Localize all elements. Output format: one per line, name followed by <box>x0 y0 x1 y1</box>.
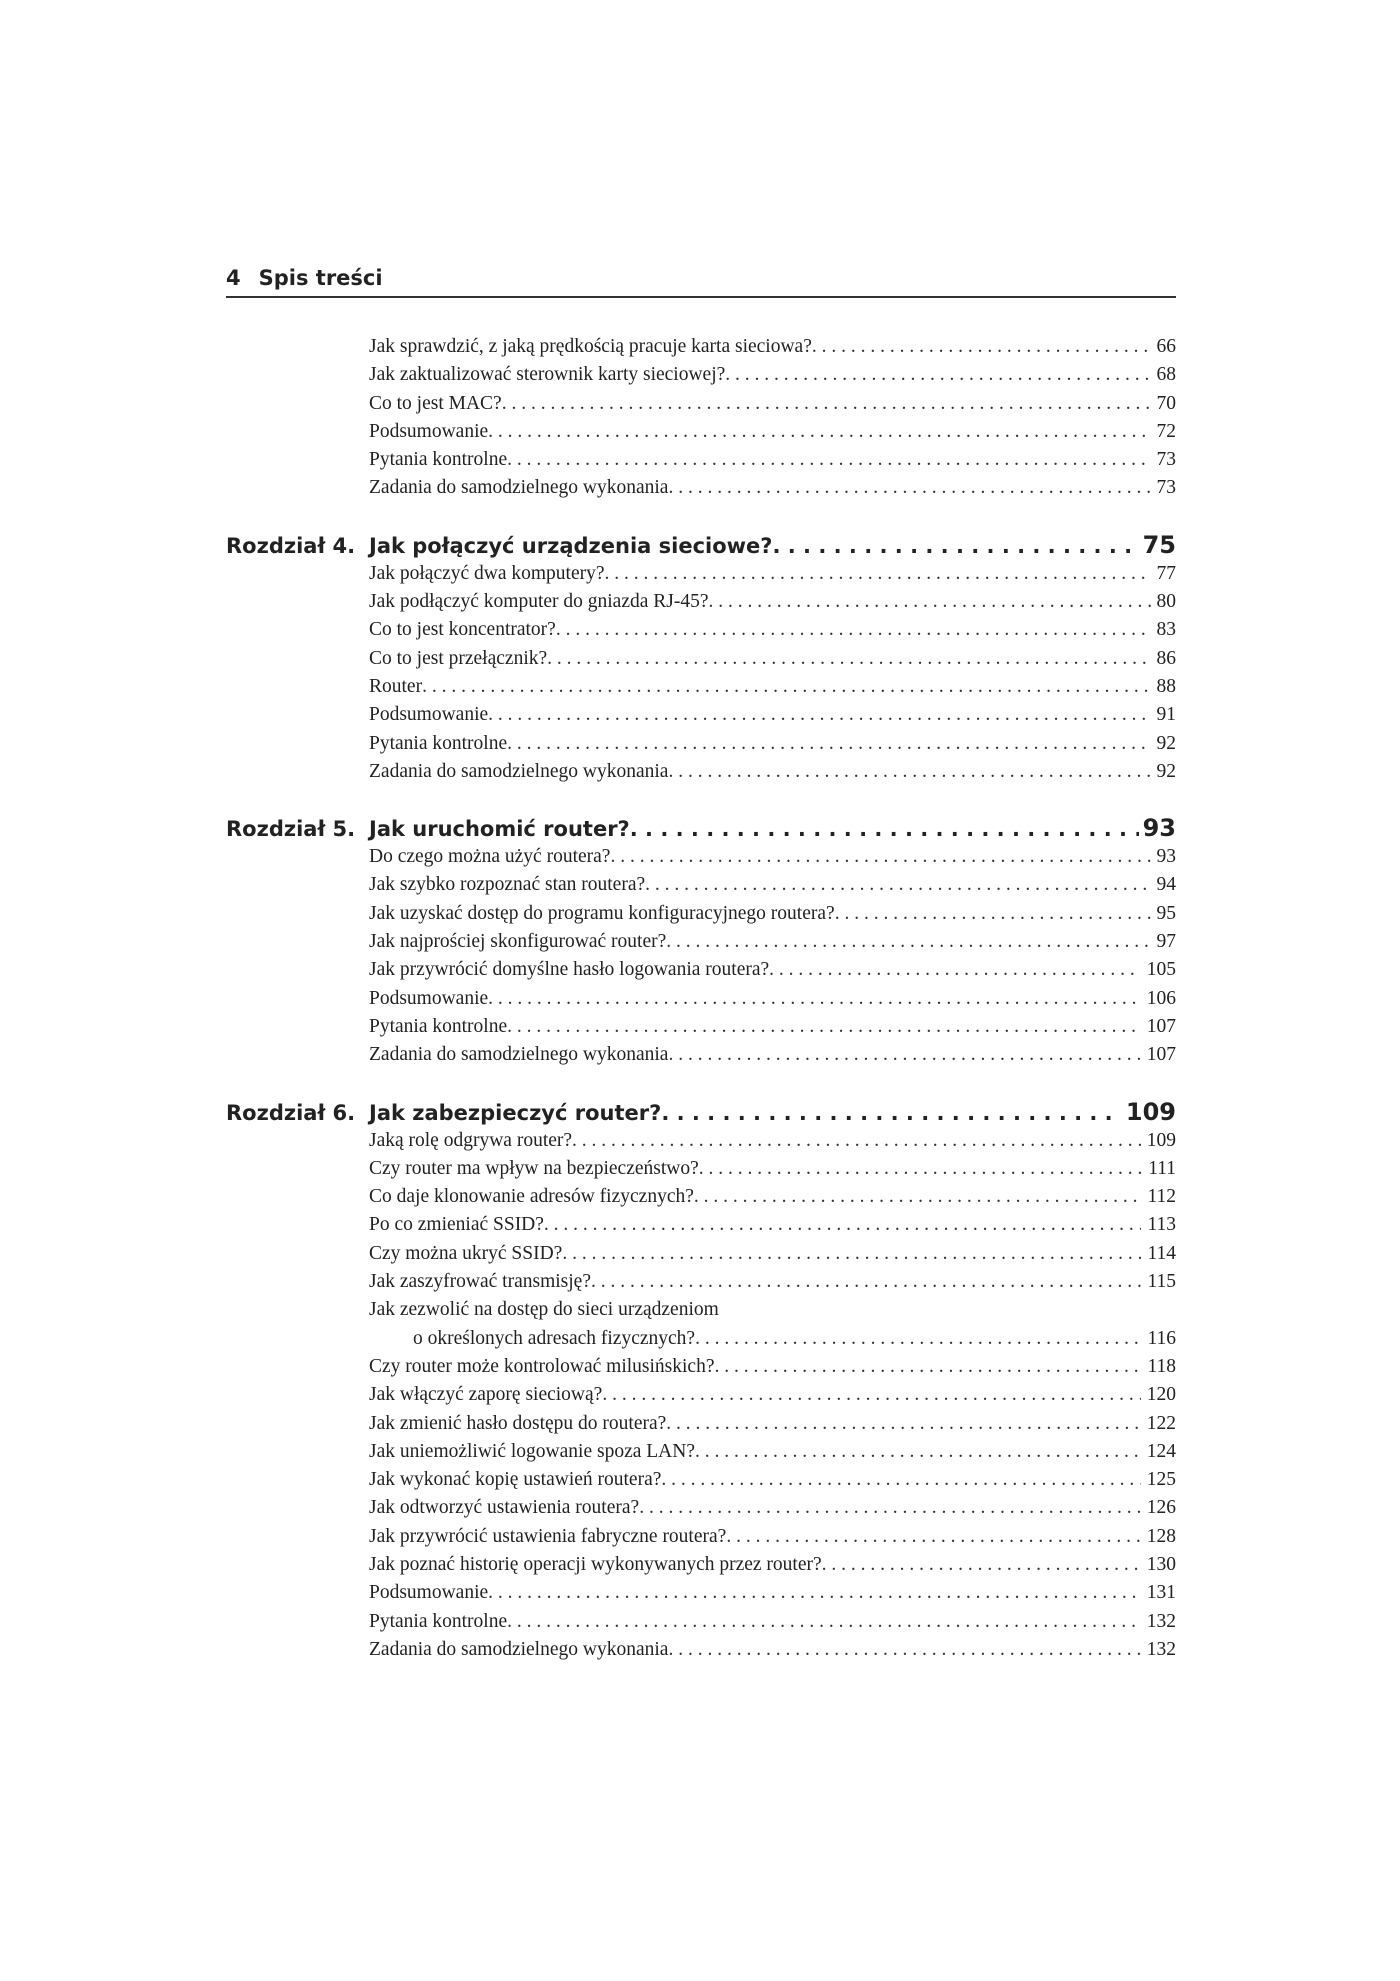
toc-entry-title: Zadania do samodzielnego wykonania <box>369 1044 669 1066</box>
dot-leader <box>668 758 1150 786</box>
toc-entry <box>226 1127 1176 1155</box>
toc-entry <box>226 843 1176 871</box>
dot-leader <box>709 588 1151 616</box>
toc-entry-title: Jak podłączyć komputer do gniazda RJ-45? <box>369 591 709 613</box>
header-title: Spis treści <box>258 266 383 290</box>
toc-entry <box>226 474 1176 502</box>
toc-entry-page: 120 <box>1146 1384 1176 1406</box>
dot-leader <box>639 1494 1141 1522</box>
toc-entry-title: Do czego można użyć routera? <box>369 846 611 868</box>
toc-entry-page: 109 <box>1146 1129 1176 1151</box>
toc-entry <box>226 1551 1176 1579</box>
dot-leader <box>725 361 1150 389</box>
dot-leader <box>488 985 1141 1013</box>
toc-entry-page: 116 <box>1147 1327 1176 1349</box>
running-header <box>226 262 1176 298</box>
dot-leader <box>769 956 1141 984</box>
toc-entry-page: 131 <box>1146 1582 1176 1604</box>
toc-entry-page: 114 <box>1147 1242 1176 1264</box>
toc-entry-title: Jak przywrócić domyślne hasło logowania routera? <box>369 959 770 981</box>
toc-entry-page: 105 <box>1146 959 1176 981</box>
toc-entry-page: 92 <box>1156 760 1176 782</box>
toc-entry-page: 132 <box>1146 1610 1176 1632</box>
dot-leader <box>694 1183 1142 1211</box>
dot-leader <box>488 701 1150 729</box>
toc-entry-page: 111 <box>1148 1157 1176 1179</box>
dot-leader <box>645 871 1150 899</box>
toc-entry-title: Co to jest koncentrator? <box>369 619 556 641</box>
toc-entry-page: 80 <box>1156 591 1176 613</box>
toc-entry-page: 70 <box>1156 392 1176 414</box>
toc-entry <box>226 985 1176 1013</box>
chapter-page: 109 <box>1125 1097 1176 1126</box>
toc-entry-page: 113 <box>1147 1214 1176 1236</box>
chapter-label: Rozdział 6. <box>226 1100 356 1125</box>
toc-entry-title: Jak poznać historię operacji wykonywanych przez router? <box>369 1553 822 1575</box>
toc-entry-page: 68 <box>1156 364 1176 386</box>
toc-entry-page: 122 <box>1146 1412 1176 1434</box>
dot-leader <box>812 333 1151 361</box>
dot-leader <box>488 418 1150 446</box>
toc-entry <box>226 333 1176 361</box>
dot-leader <box>507 1608 1141 1636</box>
chapter-title: Jak uruchomić router? <box>369 817 630 842</box>
toc-entry <box>226 1494 1176 1522</box>
toc-entry-title: Podsumowanie <box>369 704 489 726</box>
toc-entry <box>226 1013 1176 1041</box>
dot-leader <box>547 645 1150 673</box>
toc-entry-title: Jak zaszyfrować transmisję? <box>369 1271 591 1293</box>
toc-entry-title: Co to jest przełącznik? <box>369 647 548 669</box>
toc-entry-title: Jak sprawdzić, z jaką prędkością pracuje karta sieciowa? <box>369 336 812 357</box>
toc-entry-page: 73 <box>1156 477 1176 499</box>
dot-leader <box>668 1636 1140 1664</box>
toc-entry <box>226 758 1176 786</box>
toc-entry <box>226 956 1176 984</box>
toc-entry <box>226 1041 1176 1069</box>
toc-entry-title: Zadania do samodzielnego wykonania <box>369 477 669 499</box>
toc-entry <box>226 673 1176 701</box>
toc-entry <box>226 900 1176 928</box>
toc-entry <box>226 1268 1176 1296</box>
toc-entry-title: Jak wykonać kopię ustawień routera? <box>369 1469 662 1491</box>
toc-entry-title: Co daje klonowanie adresów fizycznych? <box>369 1186 694 1208</box>
chapter-label: Rozdział 4. <box>226 533 356 558</box>
toc-entry <box>226 446 1176 474</box>
toc-entry-page: 132 <box>1146 1638 1176 1660</box>
toc-entry-page: 107 <box>1146 1015 1176 1037</box>
table-of-contents <box>226 333 1176 1664</box>
page-number: 4 <box>226 266 241 290</box>
toc-entry-page: 125 <box>1146 1469 1176 1491</box>
toc-entry <box>226 1438 1176 1466</box>
dot-leader <box>544 1211 1142 1239</box>
dot-leader <box>610 843 1150 871</box>
toc-entry-title: Router <box>369 675 423 697</box>
toc-entry-page: 91 <box>1156 704 1176 726</box>
chapter-heading <box>226 530 1176 560</box>
toc-entry-title: Co to jest MAC? <box>369 392 502 414</box>
dot-leader <box>695 1438 1141 1466</box>
toc-entry-title: Jak uniemożliwić logowanie spoza LAN? <box>369 1440 695 1462</box>
toc-entry-title: Pytania kontrolne <box>369 1015 508 1037</box>
dot-leader <box>507 1013 1141 1041</box>
toc-entry <box>226 1183 1176 1211</box>
toc-entry-page: 130 <box>1146 1553 1176 1575</box>
toc-entry-title: Jaką rolę odgrywa router? <box>369 1129 573 1151</box>
toc-entry-page: 83 <box>1156 619 1176 641</box>
toc-entry-title: Jak uzyskać dostęp do programu konfiguracyjnego routera? <box>369 902 835 924</box>
dot-leader <box>666 928 1150 956</box>
dot-leader <box>668 474 1150 502</box>
dot-leader <box>699 1155 1142 1183</box>
toc-entry-page: 124 <box>1146 1440 1176 1462</box>
toc-entry-page: 118 <box>1147 1355 1176 1377</box>
toc-entry-title: Jak odtworzyć ustawienia routera? <box>369 1497 640 1519</box>
toc-entry <box>226 1466 1176 1494</box>
dot-leader <box>605 560 1151 588</box>
chapter-page: 75 <box>1142 530 1176 559</box>
toc-entry-title: Jak przywrócić ustawienia fabryczne routera? <box>369 1525 727 1547</box>
chapter-page: 93 <box>1142 814 1176 843</box>
toc-entry-title: Podsumowanie <box>369 1582 489 1604</box>
toc-entry <box>226 928 1176 956</box>
dot-leader <box>562 1240 1141 1268</box>
chapter-heading <box>226 1097 1176 1127</box>
toc-entry-title: Podsumowanie <box>369 420 489 442</box>
toc-entry-title: Jak zmienić hasło dostępu do routera? <box>369 1412 667 1434</box>
dot-leader <box>661 1098 1122 1128</box>
toc-entry-title: Zadania do samodzielnego wykonania <box>369 1638 669 1660</box>
dot-leader <box>602 1381 1140 1409</box>
toc-entry-page: 128 <box>1146 1525 1176 1547</box>
toc-entry <box>226 1381 1176 1409</box>
toc-entry <box>226 645 1176 673</box>
toc-entry <box>226 361 1176 389</box>
toc-entry-title: Czy router ma wpływ na bezpieczeństwo? <box>369 1157 699 1179</box>
toc-entry-title: Pytania kontrolne <box>369 449 508 471</box>
toc-entry-page: 97 <box>1156 931 1176 953</box>
dot-leader <box>630 814 1139 844</box>
toc-entry-title: Po co zmieniać SSID? <box>369 1214 544 1236</box>
dot-leader <box>668 1041 1140 1069</box>
toc-entry <box>226 418 1176 446</box>
dot-leader <box>488 1579 1141 1607</box>
toc-entry <box>226 1579 1176 1607</box>
toc-entry-page: 66 <box>1156 336 1176 357</box>
toc-entry-page: 115 <box>1147 1271 1176 1293</box>
toc-entry-title: Jak zaktualizować sterownik karty sieciowej? <box>369 364 726 386</box>
toc-entry <box>226 588 1176 616</box>
toc-entry-page: 72 <box>1156 420 1176 442</box>
dot-leader <box>695 1325 1141 1353</box>
toc-entry-page: 94 <box>1156 874 1176 896</box>
toc-entry-title: Jak zezwolić na dostęp do sieci urządzeniom <box>369 1299 719 1321</box>
toc-entry-title: Czy router może kontrolować milusińskich? <box>369 1355 715 1377</box>
toc-entry <box>226 1353 1176 1381</box>
toc-entry-page: 95 <box>1156 902 1176 924</box>
toc-entry <box>226 390 1176 418</box>
toc-entry-title: o określonych adresach fizycznych? <box>413 1327 696 1349</box>
toc-entry-title: Jak najprościej skonfigurować router? <box>369 931 667 953</box>
toc-entry <box>226 1296 1176 1324</box>
dot-leader <box>556 616 1151 644</box>
toc-entry-page: 106 <box>1146 987 1176 1009</box>
toc-entry <box>226 1410 1176 1438</box>
toc-entry <box>226 616 1176 644</box>
dot-leader <box>715 1353 1142 1381</box>
dot-leader <box>822 1551 1141 1579</box>
dot-leader <box>591 1268 1141 1296</box>
toc-entry-title: Pytania kontrolne <box>369 732 508 754</box>
chapter-title: Jak zabezpieczyć router? <box>369 1100 662 1125</box>
dot-leader <box>502 390 1151 418</box>
toc-entry <box>226 1240 1176 1268</box>
dot-leader <box>422 673 1150 701</box>
toc-entry-page: 112 <box>1147 1186 1176 1208</box>
dot-leader <box>572 1127 1141 1155</box>
toc-entry <box>226 1325 1176 1353</box>
toc-entry <box>226 730 1176 758</box>
toc-entry <box>226 1523 1176 1551</box>
chapter-heading <box>226 813 1176 843</box>
toc-entry-page: 126 <box>1146 1497 1176 1519</box>
toc-entry <box>226 1155 1176 1183</box>
toc-entry-title: Jak włączyć zaporę sieciową? <box>369 1384 603 1406</box>
toc-entry-page: 77 <box>1156 562 1176 584</box>
toc-entry-page: 86 <box>1156 647 1176 669</box>
toc-entry <box>226 871 1176 899</box>
toc-entry-page: 107 <box>1146 1044 1176 1066</box>
dot-leader <box>772 531 1138 561</box>
dot-leader <box>507 730 1150 758</box>
toc-entry <box>226 1608 1176 1636</box>
toc-entry-title: Czy można ukryć SSID? <box>369 1242 563 1264</box>
toc-entry-page: 92 <box>1156 732 1176 754</box>
dot-leader <box>661 1466 1140 1494</box>
toc-entry-page: 88 <box>1156 675 1176 697</box>
toc-entry-title: Pytania kontrolne <box>369 1610 508 1632</box>
toc-entry <box>226 560 1176 588</box>
toc-entry-title: Jak szybko rozpoznać stan routera? <box>369 874 646 896</box>
dot-leader <box>726 1523 1140 1551</box>
toc-entry-page: 93 <box>1156 846 1176 868</box>
chapter-title: Jak połączyć urządzenia sieciowe? <box>369 533 773 558</box>
dot-leader <box>666 1410 1140 1438</box>
chapter-label: Rozdział 5. <box>226 817 356 842</box>
toc-entry <box>226 701 1176 729</box>
dot-leader <box>507 446 1150 474</box>
toc-entry-title: Zadania do samodzielnego wykonania <box>369 760 669 782</box>
toc-entry-page: 73 <box>1156 449 1176 471</box>
dot-leader <box>835 900 1151 928</box>
toc-entry <box>226 1211 1176 1239</box>
toc-entry <box>226 1636 1176 1664</box>
toc-entry-title: Podsumowanie <box>369 987 489 1009</box>
toc-entry-title: Jak połączyć dwa komputery? <box>369 562 605 584</box>
